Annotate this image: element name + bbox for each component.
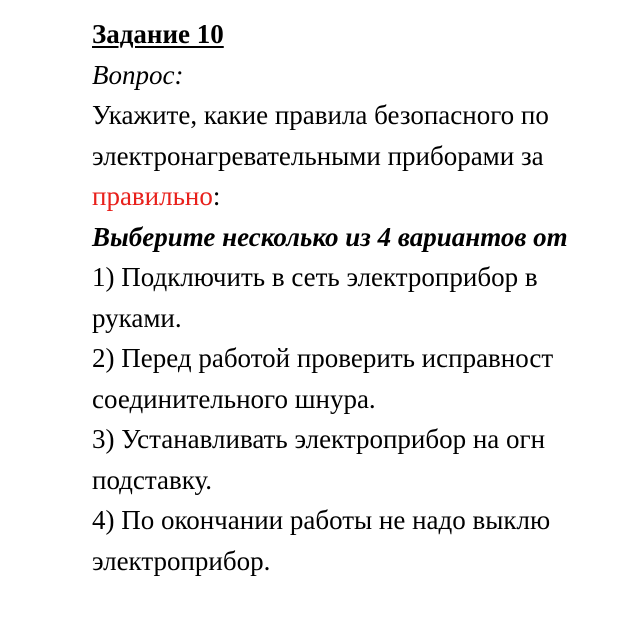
option-3-line-2: подставку. xyxy=(92,464,213,495)
task-content xyxy=(92,14,640,581)
question-text-line-3-rest: : xyxy=(212,181,221,211)
question-label: Вопрос: xyxy=(92,59,184,90)
instruction-text: Выберите несколько из 4 вариантов от xyxy=(92,221,568,252)
option-4-line-2: электроприбор. xyxy=(92,545,271,576)
option-3-line-1: 3) Устанавливать электроприбор на огн xyxy=(92,424,546,454)
highlighted-word: правильно xyxy=(92,181,213,211)
question-text-line-1: Укажите, какие правила безопасного по xyxy=(92,100,549,130)
option-2-line-2: соединительного шнура. xyxy=(92,383,376,414)
option-2-line-1: 2) Перед работой проверить исправност xyxy=(92,343,554,373)
option-1-line-2: руками. xyxy=(92,302,182,333)
question-text-line-3 xyxy=(92,176,640,217)
question-text-line-2: электронагревательными приборами за xyxy=(92,140,544,171)
task-title: Задание 10 xyxy=(92,19,224,49)
option-4-line-1: 4) По окончании работы не надо выклю xyxy=(92,505,551,535)
option-1-line-1: 1) Подключить в сеть электроприбор в xyxy=(92,262,538,292)
